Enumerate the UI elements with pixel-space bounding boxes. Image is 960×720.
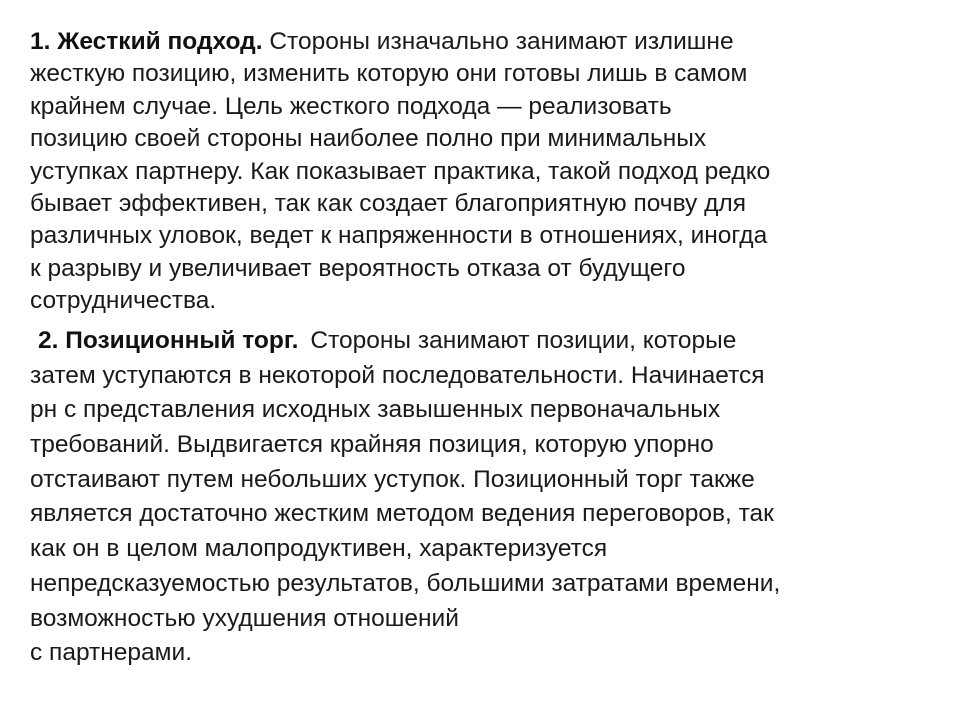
section-heading-hard-approach: 1. Жесткий подход. bbox=[30, 28, 263, 55]
text-line: жесткую позицию, изменить которую они готовы лишь в самом bbox=[30, 60, 748, 88]
text-line-content: Стороны изначально занимают излишне bbox=[262, 28, 734, 55]
text-line: как он в целом малопродуктивен, характеризуется bbox=[30, 535, 608, 563]
section-heading-positional-bargaining: 2. Позиционный торг. bbox=[38, 327, 299, 354]
paragraph-hard-approach bbox=[30, 26, 940, 318]
text-line bbox=[30, 324, 940, 359]
text-line: непредсказуемостью результатов, большими затратами времени, bbox=[30, 569, 781, 597]
text-line: позицию своей стороны наиболее полно при минимальных bbox=[30, 125, 707, 153]
text-line: возможностью ухудшения отношений bbox=[30, 604, 459, 632]
text-line-content: Стороны занимают позиции, которые bbox=[310, 327, 737, 354]
paragraph-positional-bargaining bbox=[30, 324, 940, 671]
text-line: различных уловок, ведет к напряженности в отношениях, иногда bbox=[30, 222, 768, 250]
text-line: затем уступаются в некоторой последовательности. Начинается bbox=[30, 361, 765, 389]
text-line: является достаточно жестким методом ведения переговоров, так bbox=[30, 500, 774, 528]
text-line: бывает эффективен, так как создает благоприятную почву для bbox=[30, 189, 746, 217]
text-line: уступках партнеру. Как показывает практика, такой подход редко bbox=[30, 157, 771, 185]
text-line: с партнерами. bbox=[30, 639, 193, 667]
text-line bbox=[30, 26, 940, 58]
text-line: требований. Выдвигается крайняя позиция, которую упорно bbox=[30, 431, 714, 459]
text-line: сотрудничества. bbox=[30, 287, 217, 315]
text-line: отстаивают путем небольших уступок. Позиционный торг также bbox=[30, 465, 755, 493]
text-line: к разрыву и увеличивает вероятность отказа от будущего bbox=[30, 254, 686, 282]
text-line: рн с представления исходных завышенных первоначальных bbox=[30, 396, 721, 424]
text-line: крайнем случае. Цель жесткого подхода — реализовать bbox=[30, 92, 672, 120]
